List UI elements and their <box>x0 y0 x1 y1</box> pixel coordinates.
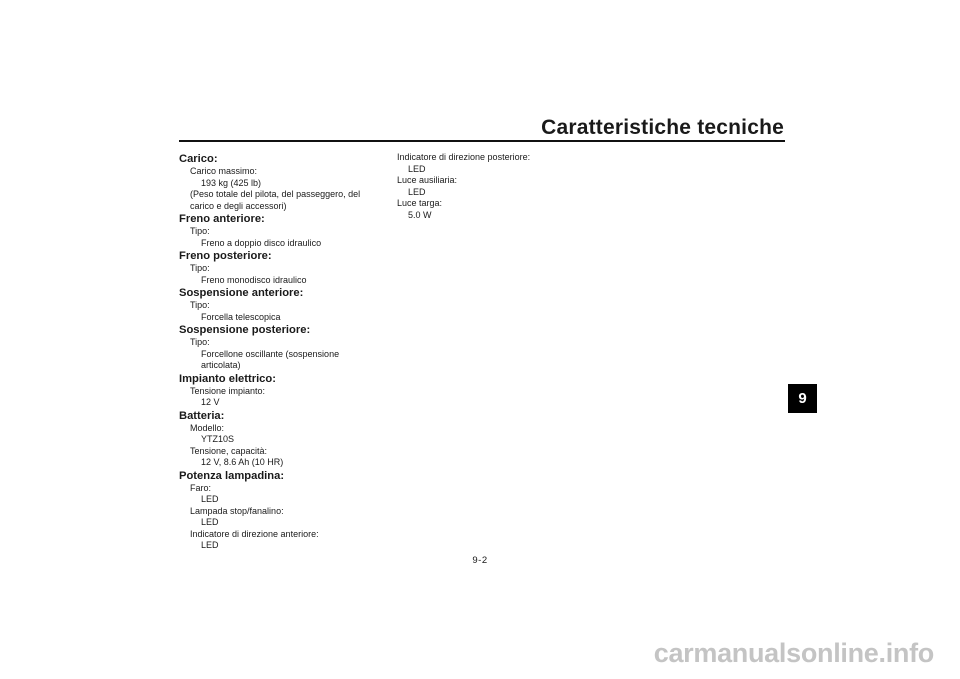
indicatore-posteriore-value: LED <box>408 163 426 174</box>
indicatore-posteriore-label: Indicatore di direzione posteriore: <box>397 152 531 162</box>
luce-ausiliaria-label: Luce ausiliaria: <box>397 175 458 185</box>
carico-massimo-value: 193 kg (425 lb) <box>201 177 262 188</box>
freno-anteriore-tipo-value: Freno a doppio disco idraulico <box>201 237 322 248</box>
batteria-modello-label: Modello: <box>190 422 225 433</box>
faro-label: Faro: <box>190 482 212 493</box>
luce-targa-label: Luce targa: <box>397 198 443 208</box>
tensione-impianto-value: 12 V <box>201 397 220 407</box>
carico-note-line1: (Peso totale del pilota, del passeggero, del <box>190 189 361 199</box>
freno-anteriore-tipo-label: Tipo: <box>190 226 210 236</box>
section-impianto-elettrico-heading: Impianto elettrico: <box>179 372 276 385</box>
section-freno-posteriore-heading: Freno posteriore: <box>179 250 272 262</box>
chapter-tab: 9 <box>788 384 817 413</box>
batteria-capacita-value: 12 V, 8.6 Ah (10 HR) <box>201 457 284 467</box>
left-column <box>179 152 379 552</box>
carico-note-line2: carico e degli accessori) <box>190 200 287 211</box>
sospensione-anteriore-tipo-label: Tipo: <box>190 300 210 310</box>
lampada-stop-label: Lampada stop/fanalino: <box>190 505 284 516</box>
indicatore-anteriore-label: Indicatore di direzione anteriore: <box>190 528 319 539</box>
faro-value: LED <box>201 494 219 504</box>
freno-posteriore-tipo-label: Tipo: <box>190 263 210 273</box>
sospensione-anteriore-tipo-value: Forcella telescopica <box>201 311 281 322</box>
tensione-impianto-label: Tensione impianto: <box>190 385 266 396</box>
batteria-capacita-label: Tensione, capacità: <box>190 445 268 456</box>
watermark: carmanualsonline.info <box>653 638 934 668</box>
sospensione-posteriore-tipo-label: Tipo: <box>190 337 210 347</box>
freno-posteriore-tipo-value: Freno monodisco idraulico <box>201 274 307 285</box>
section-sospensione-posteriore-heading: Sospensione posteriore: <box>179 324 311 336</box>
page-title: Caratteristiche tecniche <box>541 116 784 139</box>
right-column <box>397 152 597 221</box>
section-carico-heading: Carico: <box>179 153 218 165</box>
luce-targa-value: 5.0 W <box>408 209 432 220</box>
section-batteria-heading: Batteria: <box>179 409 225 422</box>
section-freno-anteriore-heading: Freno anteriore: <box>179 213 265 225</box>
page-number: 9-2 <box>472 555 488 566</box>
sospensione-posteriore-tipo-value-line2: articolata) <box>201 360 241 370</box>
lampada-stop-value: LED <box>201 517 219 527</box>
section-potenza-lampadina-heading: Potenza lampadina: <box>179 469 285 482</box>
indicatore-anteriore-value: LED <box>201 540 219 550</box>
sospensione-posteriore-tipo-value-line1: Forcellone oscillante (sospensione <box>201 348 340 359</box>
luce-ausiliaria-value: LED <box>408 186 426 197</box>
carico-massimo-label: Carico massimo: <box>190 166 258 176</box>
section-sospensione-anteriore-heading: Sospensione anteriore: <box>179 287 304 299</box>
batteria-modello-value: YTZ10S <box>201 434 235 444</box>
title-rule <box>179 140 785 142</box>
